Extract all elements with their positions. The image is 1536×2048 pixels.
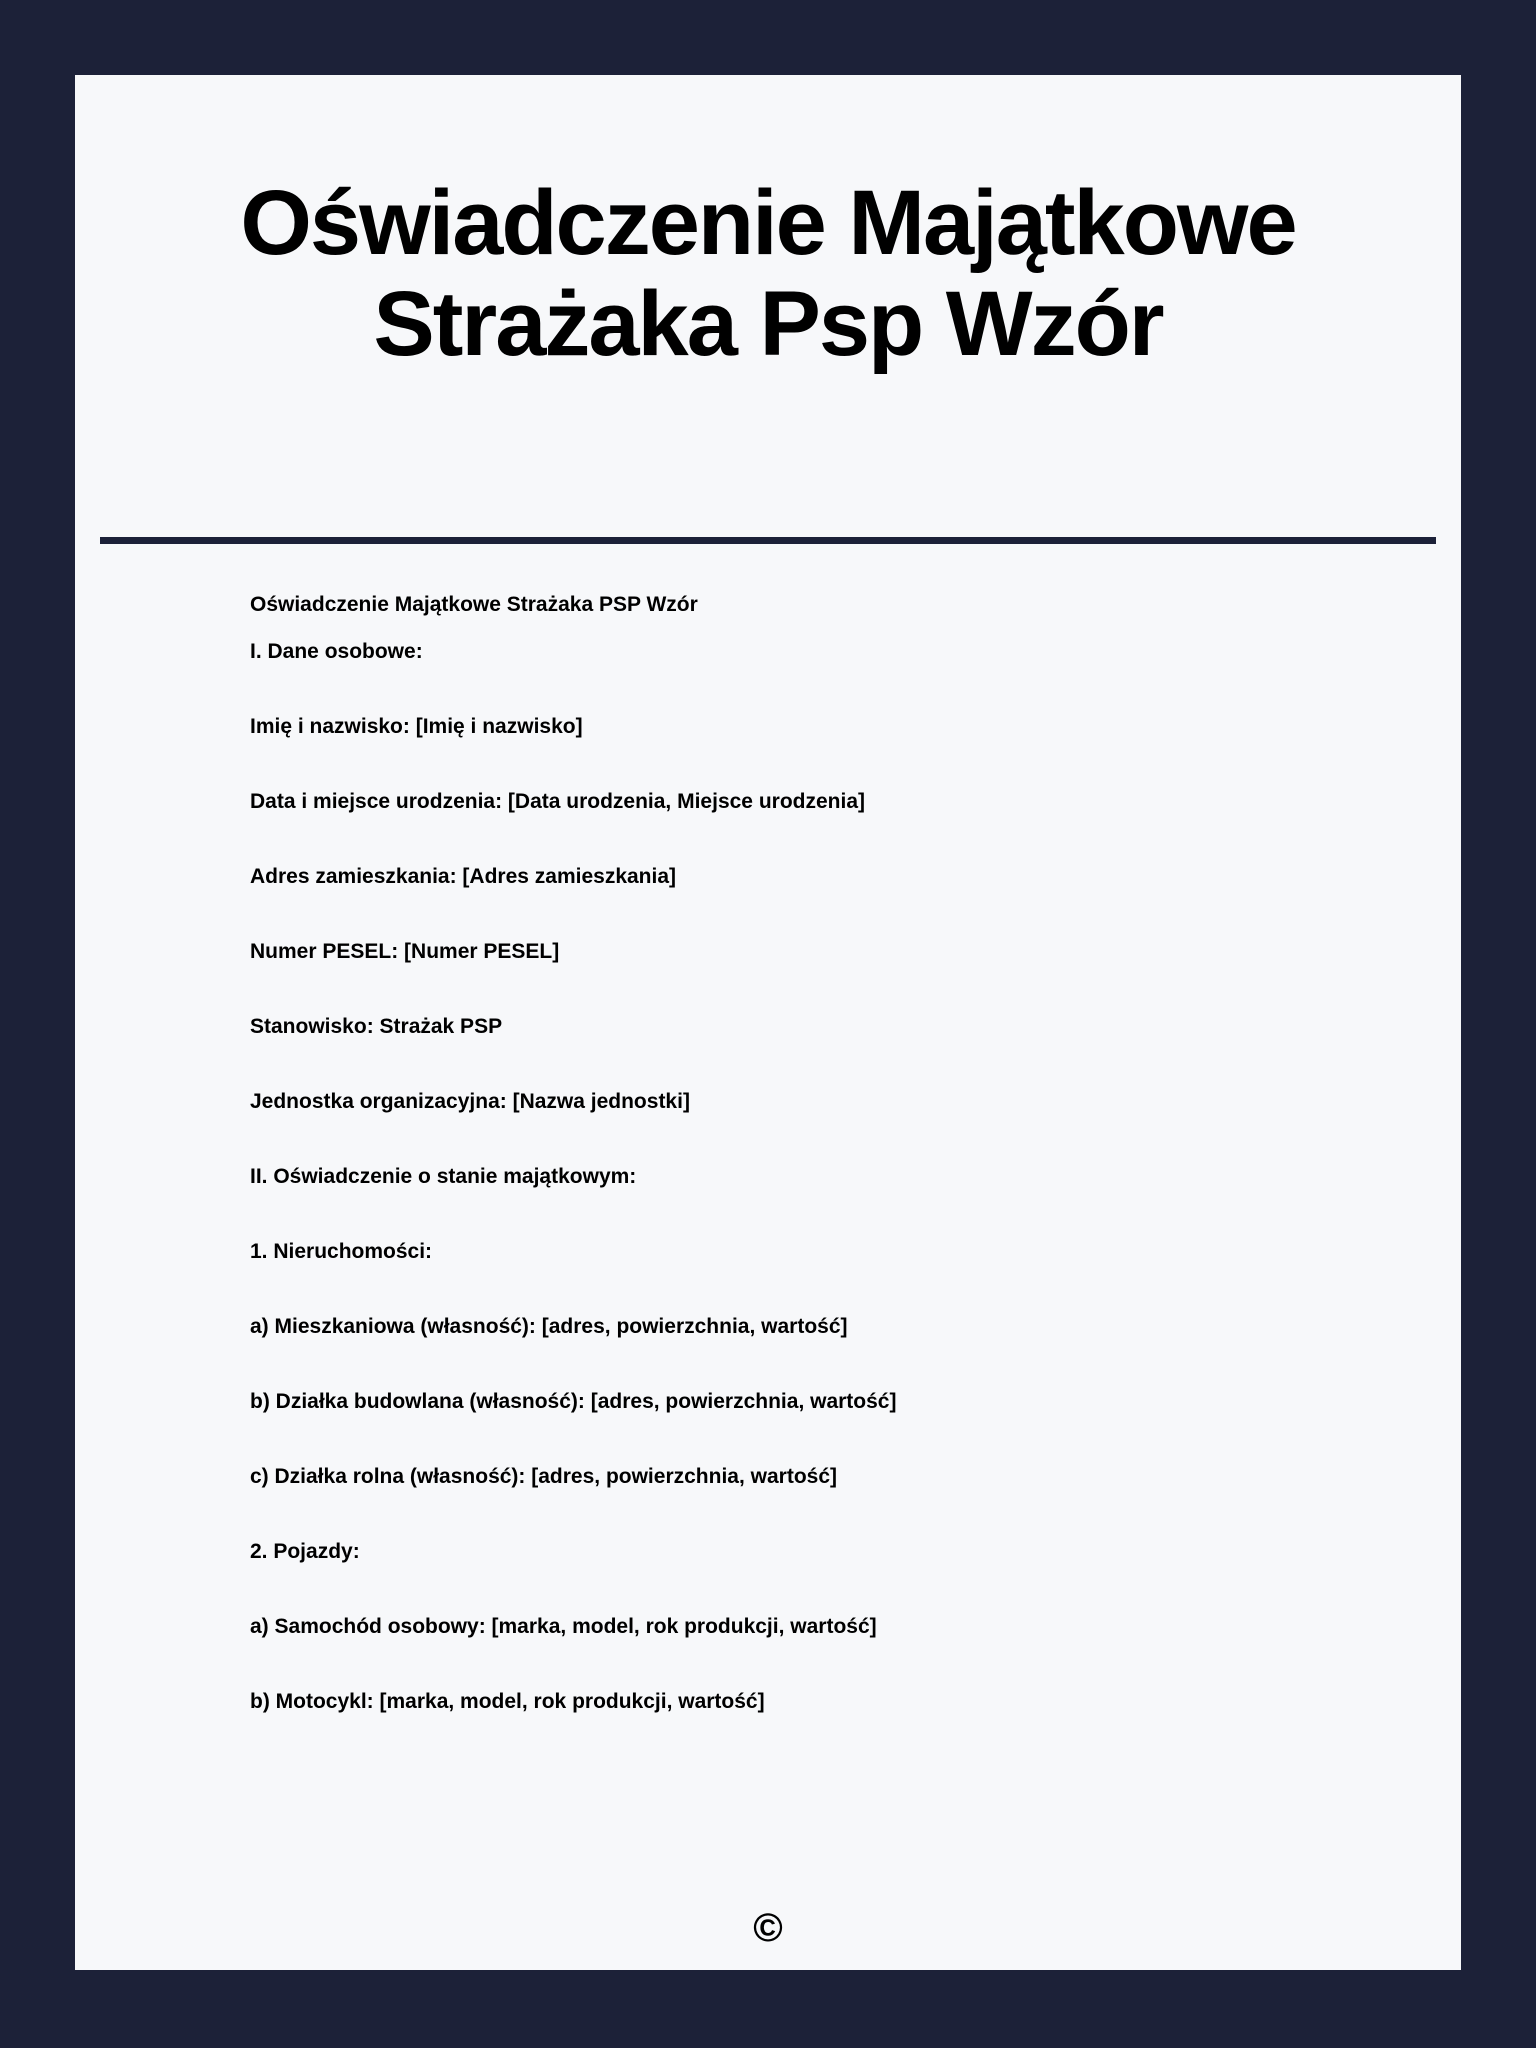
document-paragraph: 1. Nieruchomości: <box>250 1240 433 1263</box>
document-paragraph: Data i miejsce urodzenia: [Data urodzenia, Miejsce urodzenia] <box>250 790 865 813</box>
document-paragraph: Jednostka organizacyjna: [Nazwa jednostki] <box>250 1090 690 1113</box>
document-paragraph: Imię i nazwisko: [Imię i nazwisko] <box>250 715 583 738</box>
document-title <box>75 173 1461 375</box>
document-paragraph: Adres zamieszkania: [Adres zamieszkania] <box>250 865 677 888</box>
document-page <box>75 75 1461 1970</box>
document-title-line-2: Strażaka Psp Wzór <box>373 273 1163 375</box>
document-paragraph: b) Działka budowlana (własność): [adres, powierzchnia, wartość] <box>250 1390 897 1413</box>
document-paragraph: a) Samochód osobowy: [marka, model, rok produkcji, wartość] <box>250 1615 877 1638</box>
document-paragraph: Stanowisko: Strażak PSP <box>250 1015 503 1038</box>
document-body <box>250 592 1311 1764</box>
title-divider-rule <box>100 537 1436 544</box>
copyright-icon: © <box>753 1906 783 1950</box>
document-paragraph: 2. Pojazdy: <box>250 1540 360 1563</box>
document-paragraph: a) Mieszkaniowa (własność): [adres, powierzchnia, wartość] <box>250 1315 848 1338</box>
document-paragraph: II. Oświadczenie o stanie majątkowym: <box>250 1165 637 1188</box>
document-paragraph: Oświadczenie Majątkowe Strażaka PSP Wzór <box>250 593 698 616</box>
document-paragraph: b) Motocykl: [marka, model, rok produkcji, wartość] <box>250 1690 765 1713</box>
document-paragraph: c) Działka rolna (własność): [adres, powierzchnia, wartość] <box>250 1465 837 1488</box>
document-paragraph: Numer PESEL: [Numer PESEL] <box>250 940 560 963</box>
document-title-line-1: Oświadczenie Majątkowe <box>240 172 1296 274</box>
document-paragraph: I. Dane osobowe: <box>250 640 423 663</box>
